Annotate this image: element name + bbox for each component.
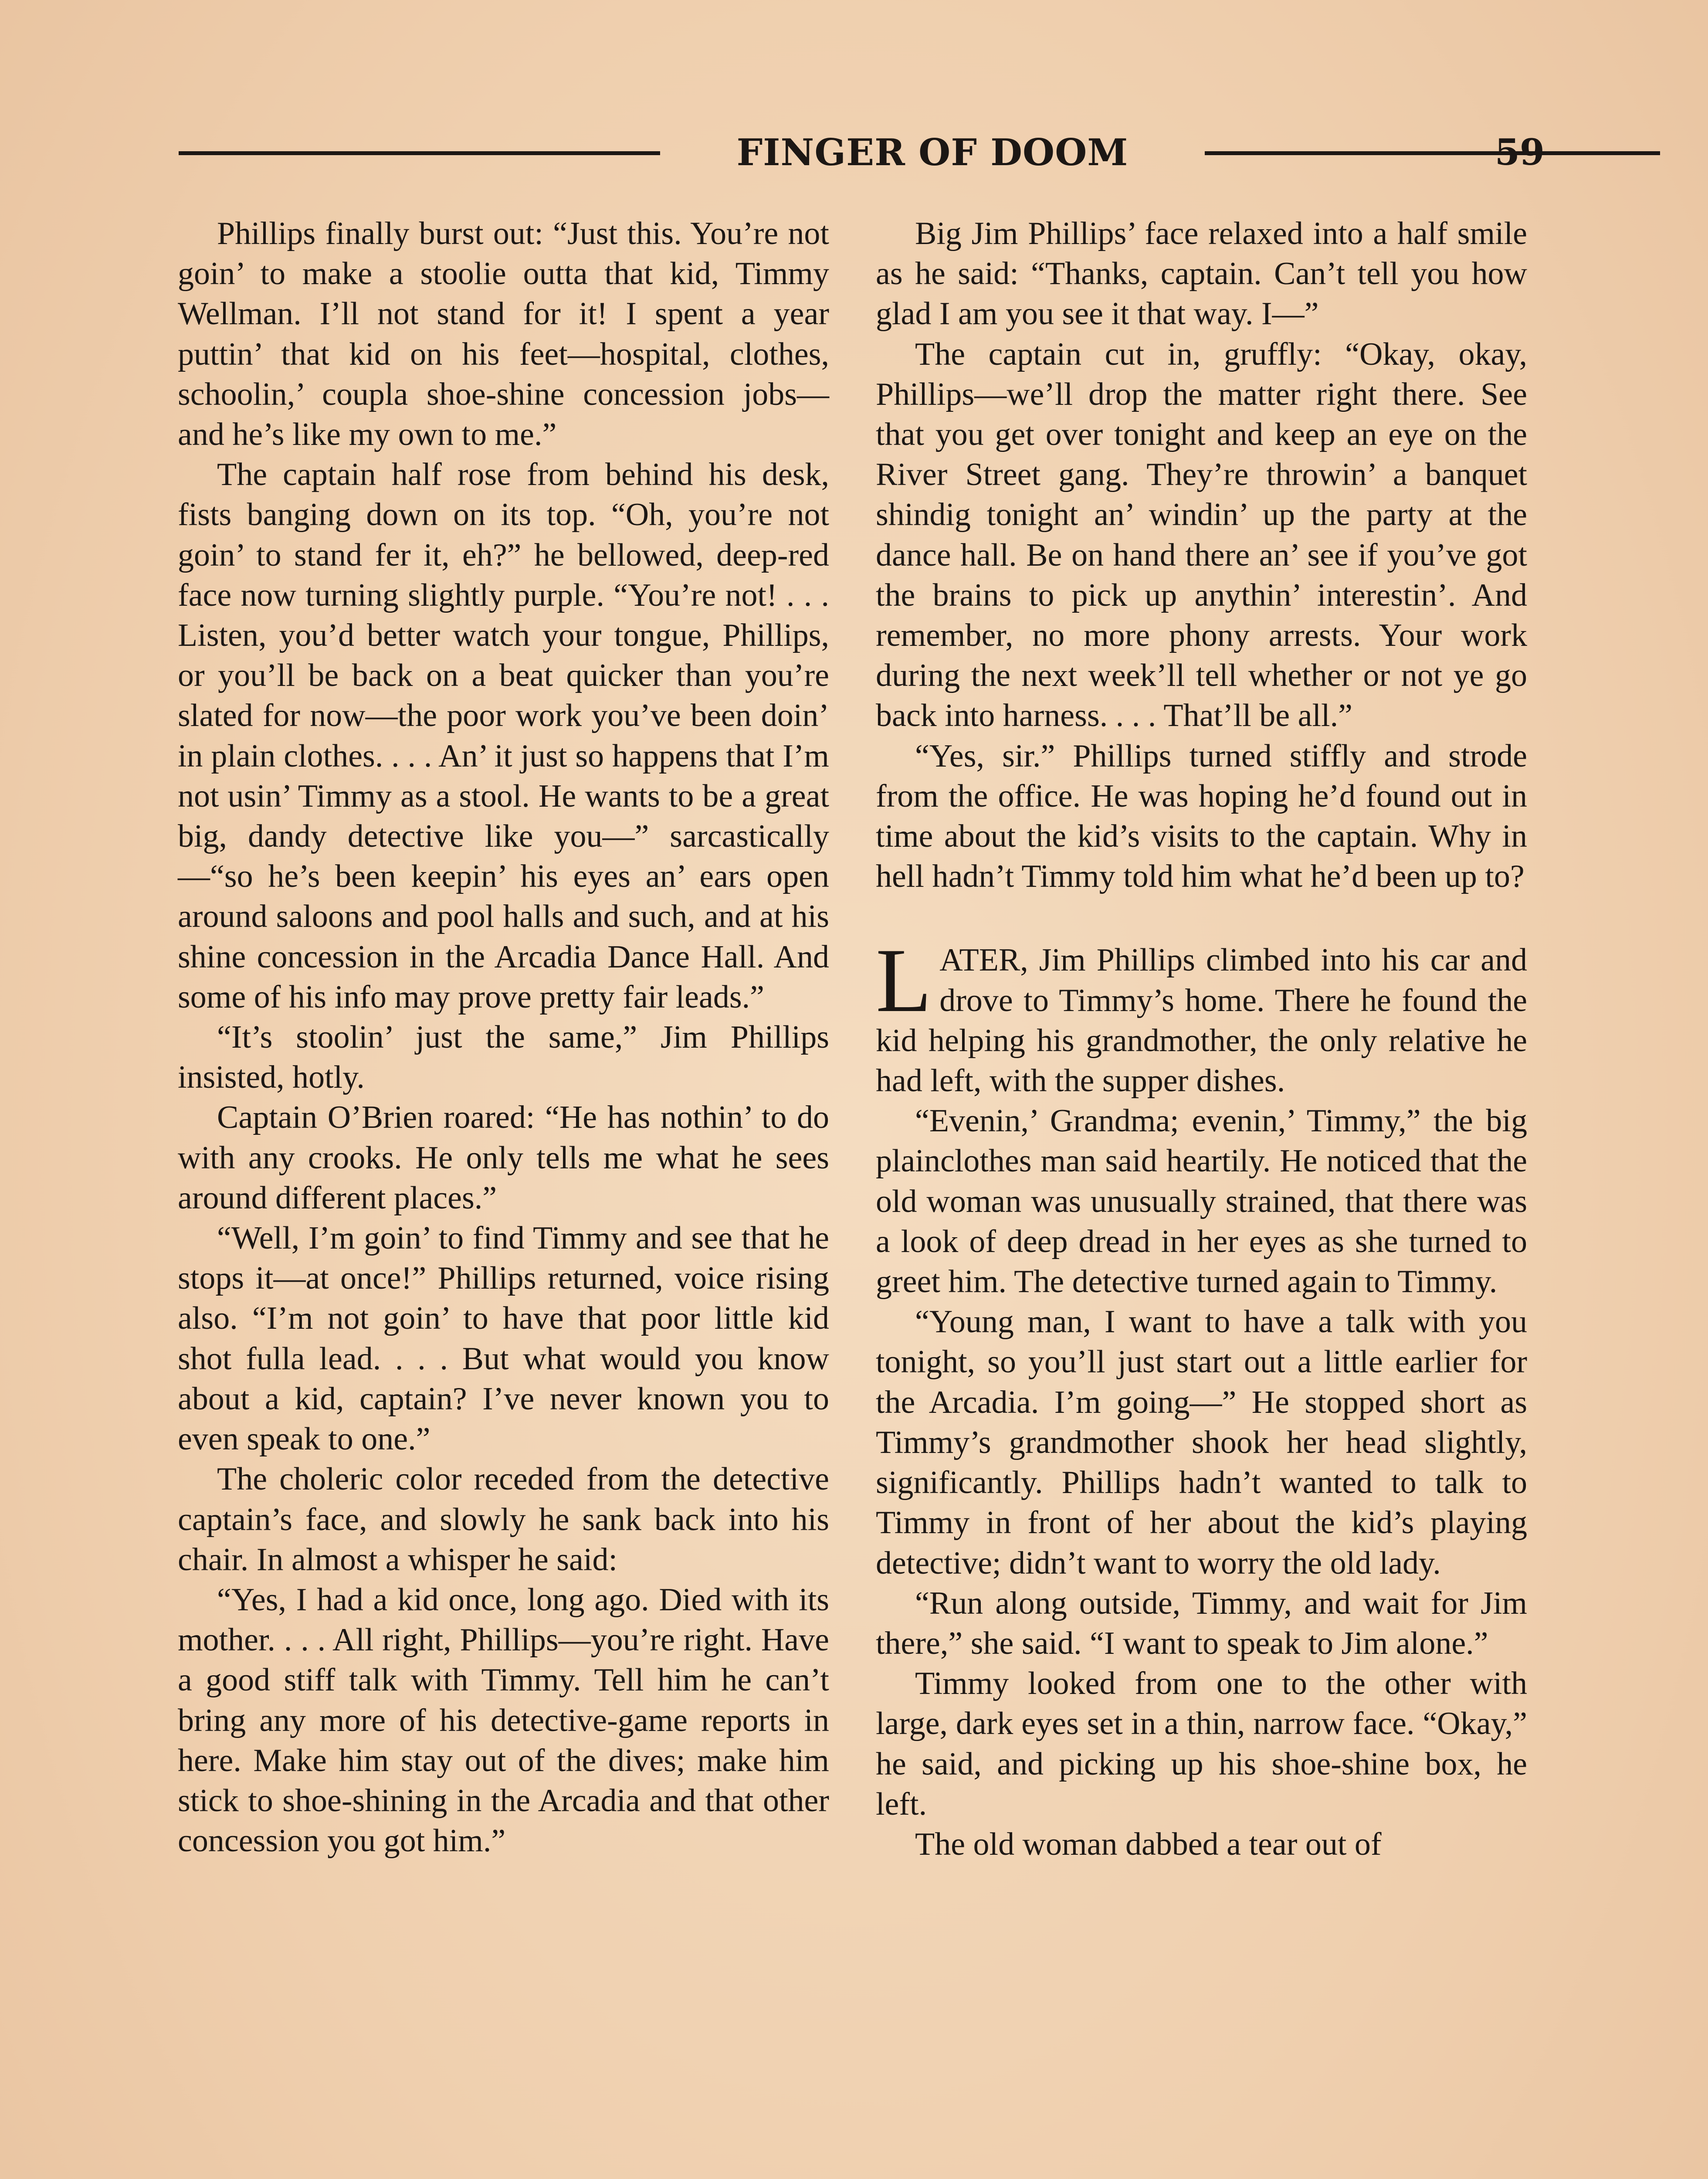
- paragraph: “It’s stoolin’ just the same,” Jim Phillips insisted, hotly.: [178, 1019, 829, 1096]
- paragraph: “Young man, I want to have a talk with you tonight, so you’ll just start out a little earlier for the Arcadia. I’m going—” He stopped short as Timmy’s grandmother shook her head slightly, significantly. Phillips hadn’t wanted to talk to Timmy in front of her about the kid’s playing detective; didn’t want to worry the old lady.: [876, 1304, 1527, 1581]
- header-rule-left: [179, 151, 660, 155]
- drop-cap: L: [876, 930, 932, 1032]
- paragraph: “Evenin,’ Grandma; evenin,’ Timmy,” the big plainclothes man said heartily. He noticed that the old woman was unusually strained, that there was a look of deep dread in her eyes as she turned to greet him. The detective turned again to Timmy.: [876, 1103, 1527, 1300]
- paragraph: “Run along outside, Timmy, and wait for Jim there,” she said. “I want to speak to Jim alone.”: [876, 1585, 1527, 1661]
- right-column: [876, 214, 1527, 1864]
- paragraph: Captain O’Brien roared: “He has nothin’ to do with any crooks. He only tells me what he sees around different places.”: [178, 1100, 829, 1216]
- paragraph: The choleric color receded from the detective captain’s face, and slowly he sank back into his chair. In almost a whisper he said:: [178, 1461, 829, 1578]
- paragraph: “Yes, sir.” Phillips turned stiffly and strode from the office. He was hoping he’d found out in time about the kid’s visits to the captain. Why in hell hadn’t Timmy told him what he’d been up to?: [876, 738, 1527, 895]
- running-title: FINGER OF DOOM: [736, 131, 1128, 174]
- section-break-paragraph: [876, 930, 1527, 1101]
- running-header: [179, 129, 1545, 176]
- paragraph: The captain half rose from behind his desk, fists banging down on its top. “Oh, you’re not goin’ to stand fer it, eh?” he bellowed, deep-red face now turning slightly purple. “You’re not! . . . Listen, you’d better watch your tongue, Phillips, or you’ll be back on a beat quicker than you’re slated for now—the poor work you’ve been doin’ in plain clothes. . . . An’ it just so happens that I’m not usin’ Timmy as a stool. He wants to be a great big, dandy detective like you—” sarcastically—“so he’s been keepin’ his eyes an’ ears open around saloons and pool halls and such, and at his shine concession in the Arcadia Dance Hall. And some of his info may prove pretty fair leads.”: [178, 457, 829, 1015]
- header-rule-right: [1205, 151, 1660, 155]
- paragraph: Timmy looked from one to the other with large, dark eyes set in a thin, narrow face. “Okay,” he said, and picking up his shoe-shine box, he left.: [876, 1666, 1527, 1822]
- paragraph: Phillips finally burst out: “Just this. You’re not goin’ to make a stoolie outta that kid, Timmy Wellman. I’ll not stand for it! I spent a year puttin’ that kid on his feet—hospital, clothes, schoolin,’ coupla shoe-shine concession jobs—and he’s like my own to me.”: [178, 216, 829, 453]
- paragraph: The captain cut in, gruffly: “Okay, okay, Phillips—we’ll drop the matter right there. See that you get over tonight and keep an eye on the River Street gang. They’re throwin’ a banquet shindig tonight an’ windin’ up the party at the dance hall. Be on hand there an’ see if you’ve got the brains to pick up anythin’ interestin’. And remember, no more phony arrests. Your work during the next week’ll tell whether or not ye go back into harness. . . . That’ll be all.”: [876, 336, 1527, 734]
- page-number: 59: [1494, 132, 1545, 173]
- lead-in-capitals: ATER,: [939, 942, 1028, 978]
- paragraph: “Well, I’m goin’ to find Timmy and see that he stops it—at once!” Phillips returned, voice rising also. “I’m not goin’ to have that poor little kid shot fulla lead. . . . But what would you know about a kid, captain? I’ve never known you to even speak to one.”: [178, 1220, 829, 1457]
- paragraph: The old woman dabbed a tear out of: [915, 1826, 1382, 1862]
- paragraph: “Yes, I had a kid once, long ago. Died with its mother. . . . All right, Phillips—you’re right. Have a good stiff talk with Timmy. Tell him he can’t bring any more of his detective-game reports in here. Make him stay out of the dives; make him stick to shoe-shining in the Arcadia and that other concession you got him.”: [178, 1582, 829, 1859]
- left-column: [178, 214, 829, 1861]
- paragraph: Big Jim Phillips’ face relaxed into a half smile as he said: “Thanks, captain. Can’t tell you how glad I am you see it that way. I—”: [876, 216, 1527, 332]
- section-text: Jim Phillips climbed into his car and drove to Timmy’s home. There he found the kid helping his grandmother, the only relative he had left, with the supper dishes.: [876, 942, 1527, 1099]
